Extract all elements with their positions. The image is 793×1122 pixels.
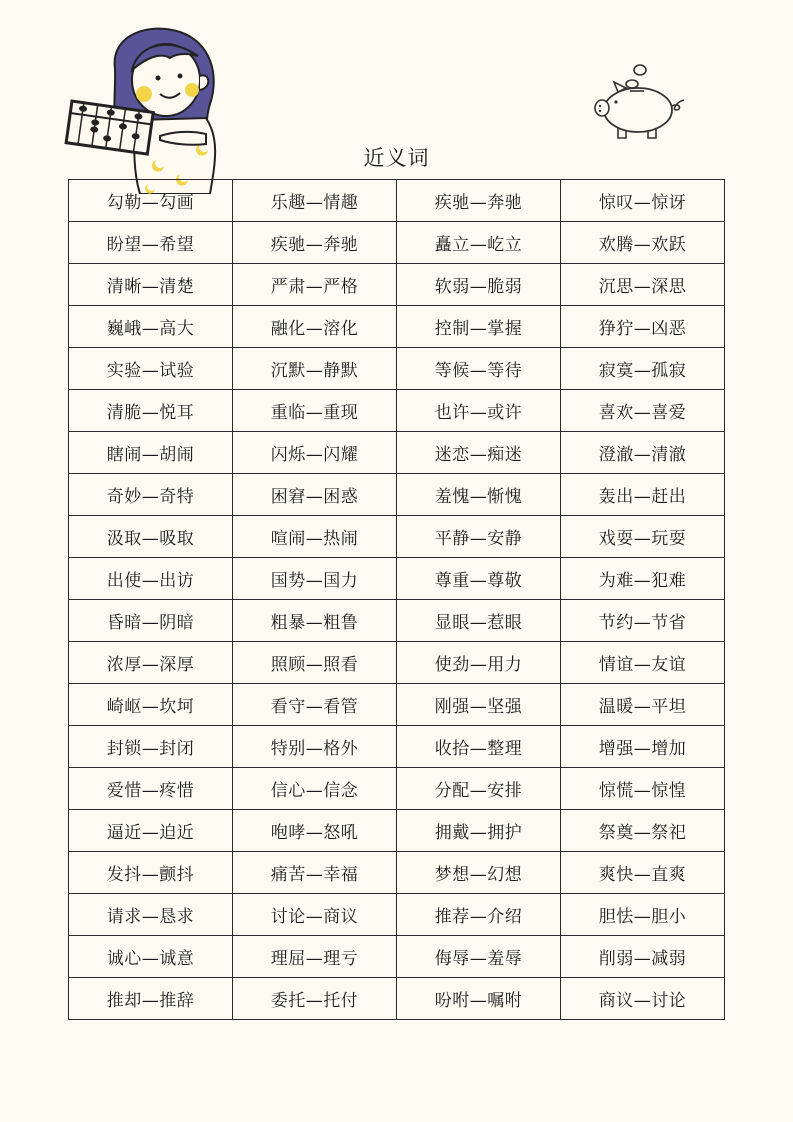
synonym-pair-cell: 寂寞—孤寂 — [561, 348, 725, 390]
synonym-pair-cell: 吩咐—嘱咐 — [397, 978, 561, 1020]
synonym-pair-cell: 澄澈—清澈 — [561, 432, 725, 474]
synonym-pair-cell: 梦想—幻想 — [397, 852, 561, 894]
synonym-pair-cell: 乐趣—情趣 — [233, 180, 397, 222]
table-row — [69, 936, 725, 978]
table-row — [69, 642, 725, 684]
synonym-pair-cell: 瞎闹—胡闹 — [69, 432, 233, 474]
synonym-pair-cell: 使劲—用力 — [397, 642, 561, 684]
synonym-pair-cell: 严肃—严格 — [233, 264, 397, 306]
synonym-pair-cell: 爱惜—疼惜 — [69, 768, 233, 810]
synonym-pair-cell: 浓厚—深厚 — [69, 642, 233, 684]
table-row — [69, 348, 725, 390]
synonym-pair-cell: 矗立—屹立 — [397, 222, 561, 264]
table-row — [69, 264, 725, 306]
table-row — [69, 180, 725, 222]
synonym-pair-cell: 粗暴—粗鲁 — [233, 600, 397, 642]
synonym-pair-cell: 崎岖—坎坷 — [69, 684, 233, 726]
synonym-pair-cell: 诚心—诚意 — [69, 936, 233, 978]
synonym-pair-cell: 特别—格外 — [233, 726, 397, 768]
synonym-pair-cell: 轰出—赶出 — [561, 474, 725, 516]
synonym-pair-cell: 喧闹—热闹 — [233, 516, 397, 558]
synonym-pair-cell: 迷恋—痴迷 — [397, 432, 561, 474]
synonym-pair-cell: 信心—信念 — [233, 768, 397, 810]
table-row — [69, 558, 725, 600]
synonym-pair-cell: 困窘—困惑 — [233, 474, 397, 516]
synonym-pair-cell: 软弱—脆弱 — [397, 264, 561, 306]
synonym-pair-cell: 欢腾—欢跃 — [561, 222, 725, 264]
piggy-bank-illustration-icon — [588, 58, 688, 142]
synonym-pair-cell: 狰狞—凶恶 — [561, 306, 725, 348]
synonym-pair-cell: 沉思—深思 — [561, 264, 725, 306]
synonym-pair-cell: 出使—出访 — [69, 558, 233, 600]
synonym-pair-cell: 也许—或许 — [397, 390, 561, 432]
synonym-pair-cell: 尊重—尊敬 — [397, 558, 561, 600]
synonym-pair-cell: 痛苦—幸福 — [233, 852, 397, 894]
synonym-pair-cell: 羞愧—惭愧 — [397, 474, 561, 516]
synonym-table — [68, 179, 725, 1020]
synonym-pair-cell: 逼近—迫近 — [69, 810, 233, 852]
synonym-pair-cell: 疾驰—奔驰 — [233, 222, 397, 264]
synonym-pair-cell: 刚强—坚强 — [397, 684, 561, 726]
synonym-pair-cell: 重临—重现 — [233, 390, 397, 432]
table-row — [69, 432, 725, 474]
synonym-pair-cell: 拥戴—拥护 — [397, 810, 561, 852]
table-row — [69, 684, 725, 726]
synonym-pair-cell: 照顾—照看 — [233, 642, 397, 684]
synonym-pair-cell: 收拾—整理 — [397, 726, 561, 768]
synonym-pair-cell: 节约—节省 — [561, 600, 725, 642]
synonym-pair-cell: 平静—安静 — [397, 516, 561, 558]
synonym-pair-cell: 奇妙—奇特 — [69, 474, 233, 516]
synonym-pair-cell: 看守—看管 — [233, 684, 397, 726]
table-row — [69, 600, 725, 642]
synonym-pair-cell: 为难—犯难 — [561, 558, 725, 600]
synonym-pair-cell: 闪烁—闪耀 — [233, 432, 397, 474]
table-row — [69, 978, 725, 1020]
table-row — [69, 768, 725, 810]
synonym-pair-cell: 封锁—封闭 — [69, 726, 233, 768]
table-row — [69, 474, 725, 516]
synonym-pair-cell: 惊慌—惊惶 — [561, 768, 725, 810]
synonym-pair-cell: 商议—讨论 — [561, 978, 725, 1020]
synonym-pair-cell: 削弱—减弱 — [561, 936, 725, 978]
table-row — [69, 726, 725, 768]
synonym-pair-cell: 请求—恳求 — [69, 894, 233, 936]
synonym-pair-cell: 沉默—静默 — [233, 348, 397, 390]
synonym-pair-cell: 发抖—颤抖 — [69, 852, 233, 894]
synonym-pair-cell: 昏暗—阴暗 — [69, 600, 233, 642]
synonym-pair-cell: 情谊—友谊 — [561, 642, 725, 684]
synonym-pair-cell: 巍峨—高大 — [69, 306, 233, 348]
table-row — [69, 222, 725, 264]
synonym-pair-cell: 勾勒—勾画 — [69, 180, 233, 222]
synonym-pair-cell: 增强—增加 — [561, 726, 725, 768]
table-row — [69, 852, 725, 894]
synonym-pair-cell: 咆哮—怒吼 — [233, 810, 397, 852]
synonym-pair-cell: 侮辱—羞辱 — [397, 936, 561, 978]
synonym-pair-cell: 疾驰—奔驰 — [397, 180, 561, 222]
synonym-pair-cell: 胆怯—胆小 — [561, 894, 725, 936]
synonym-pair-cell: 清晰—清楚 — [69, 264, 233, 306]
synonym-pair-cell: 推荐—介绍 — [397, 894, 561, 936]
synonym-pair-cell: 实验—试验 — [69, 348, 233, 390]
synonym-pair-cell: 汲取—吸取 — [69, 516, 233, 558]
table-row — [69, 390, 725, 432]
synonym-pair-cell: 显眼—惹眼 — [397, 600, 561, 642]
synonym-pair-cell: 祭奠—祭祀 — [561, 810, 725, 852]
synonym-pair-cell: 清脆—悦耳 — [69, 390, 233, 432]
synonym-pair-cell: 温暖—平坦 — [561, 684, 725, 726]
synonym-pair-cell: 控制—掌握 — [397, 306, 561, 348]
synonym-pair-cell: 盼望—希望 — [69, 222, 233, 264]
table-row — [69, 894, 725, 936]
page-title: 近义词 — [363, 146, 430, 170]
synonym-pair-cell: 等候—等待 — [397, 348, 561, 390]
synonym-pair-cell: 委托—托付 — [233, 978, 397, 1020]
synonym-pair-cell: 惊叹—惊讶 — [561, 180, 725, 222]
table-row — [69, 306, 725, 348]
synonym-pair-cell: 爽快—直爽 — [561, 852, 725, 894]
synonym-pair-cell: 推却—推辞 — [69, 978, 233, 1020]
synonym-pair-cell: 讨论—商议 — [233, 894, 397, 936]
synonym-pair-cell: 分配—安排 — [397, 768, 561, 810]
synonym-pair-cell: 融化—溶化 — [233, 306, 397, 348]
synonym-pair-cell: 喜欢—喜爱 — [561, 390, 725, 432]
synonym-pair-cell: 戏耍—玩耍 — [561, 516, 725, 558]
synonym-pair-cell: 国势—国力 — [233, 558, 397, 600]
table-row — [69, 516, 725, 558]
synonym-pair-cell: 理屈—理亏 — [233, 936, 397, 978]
table-row — [69, 810, 725, 852]
